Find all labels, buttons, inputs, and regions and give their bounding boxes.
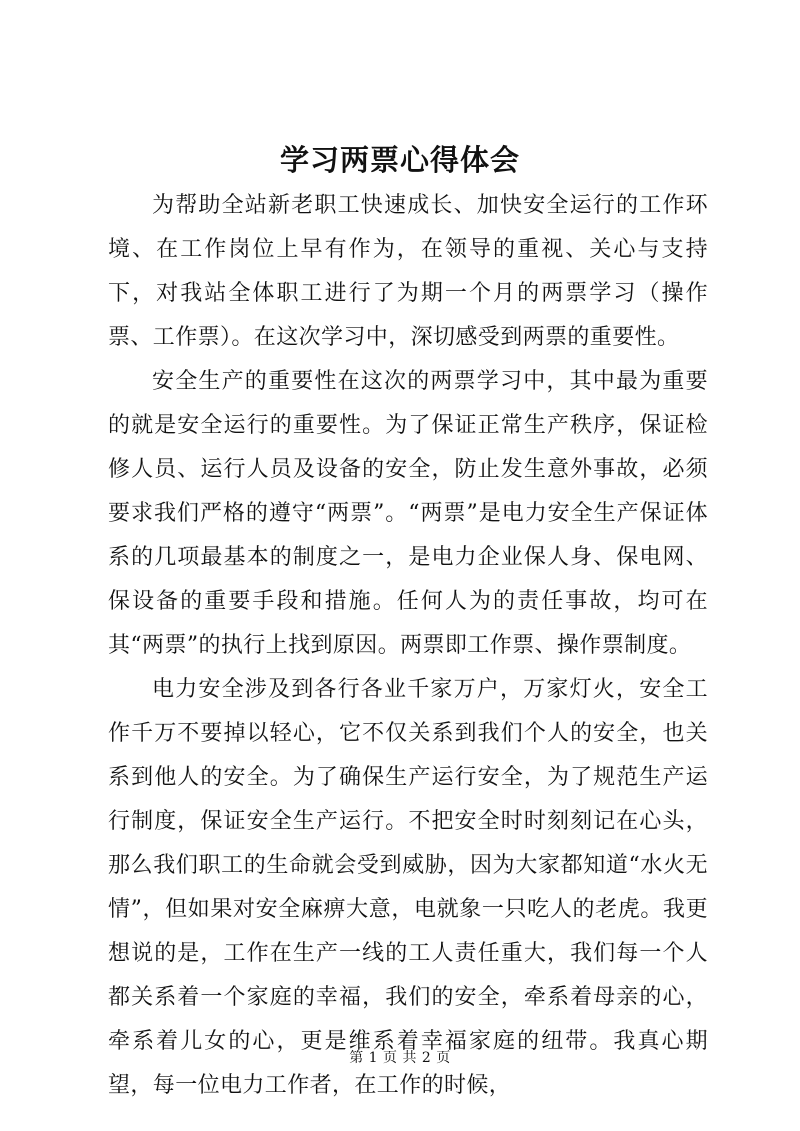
document-title: 学习两票心得体会 — [279, 143, 520, 177]
paragraph-2: 安全生产的重要性在这次的两票学习中，其中最为重要的就是安全运行的重要性。为了保证正常生产秩序，保证检修人员、运行人员及设备的安全，防止发生意外事故，必须要求我们严格的遵守“两票”。“两票”是电力安全生产保证体系的几项最基本的制度之一，是电力企业保人身、保电网、保设备的重要手段和措施。任何人为的责任事故，均可在其“两票”的执行上找到原因。两票即工作票、操作票制度。 — [108, 369, 708, 658]
page-footer: 第 1 页 共 2 页 — [349, 1050, 451, 1066]
document-body — [108, 184, 708, 1108]
paragraph-1: 为帮助全站新老职工快速成长、加快安全运行的工作环境、在工作岗位上早有作为，在领导的重视、关心与支持下，对我站全体职工进行了为期一个月的两票学习（操作票、工作票）。在这次学习中，深切感受到两票的重要性。 — [108, 193, 708, 350]
paragraph-3: 电力安全涉及到各行各业千家万户，万家灯火，安全工作千万不要掉以轻心，它不仅关系到我们个人的安全，也关系到他人的安全。为了确保生产运行安全，为了规范生产运行制度，保证安全生产运行。不把安全时时刻刻记在心头，那么我们职工的生命就会受到威胁，因为大家都知道“水火无情”，但如果对安全麻痹大意，电就象一只吃人的老虎。我更想说的是，工作在生产一线的工人责任重大，我们每一个人都关系着一个家庭的幸福，我们的安全，牵系着母亲的心，牵系着儿女的心，更是维系着幸福家庭的纽带。我真心期望，每一位电力工作者，在工作的时候， — [108, 677, 708, 1098]
